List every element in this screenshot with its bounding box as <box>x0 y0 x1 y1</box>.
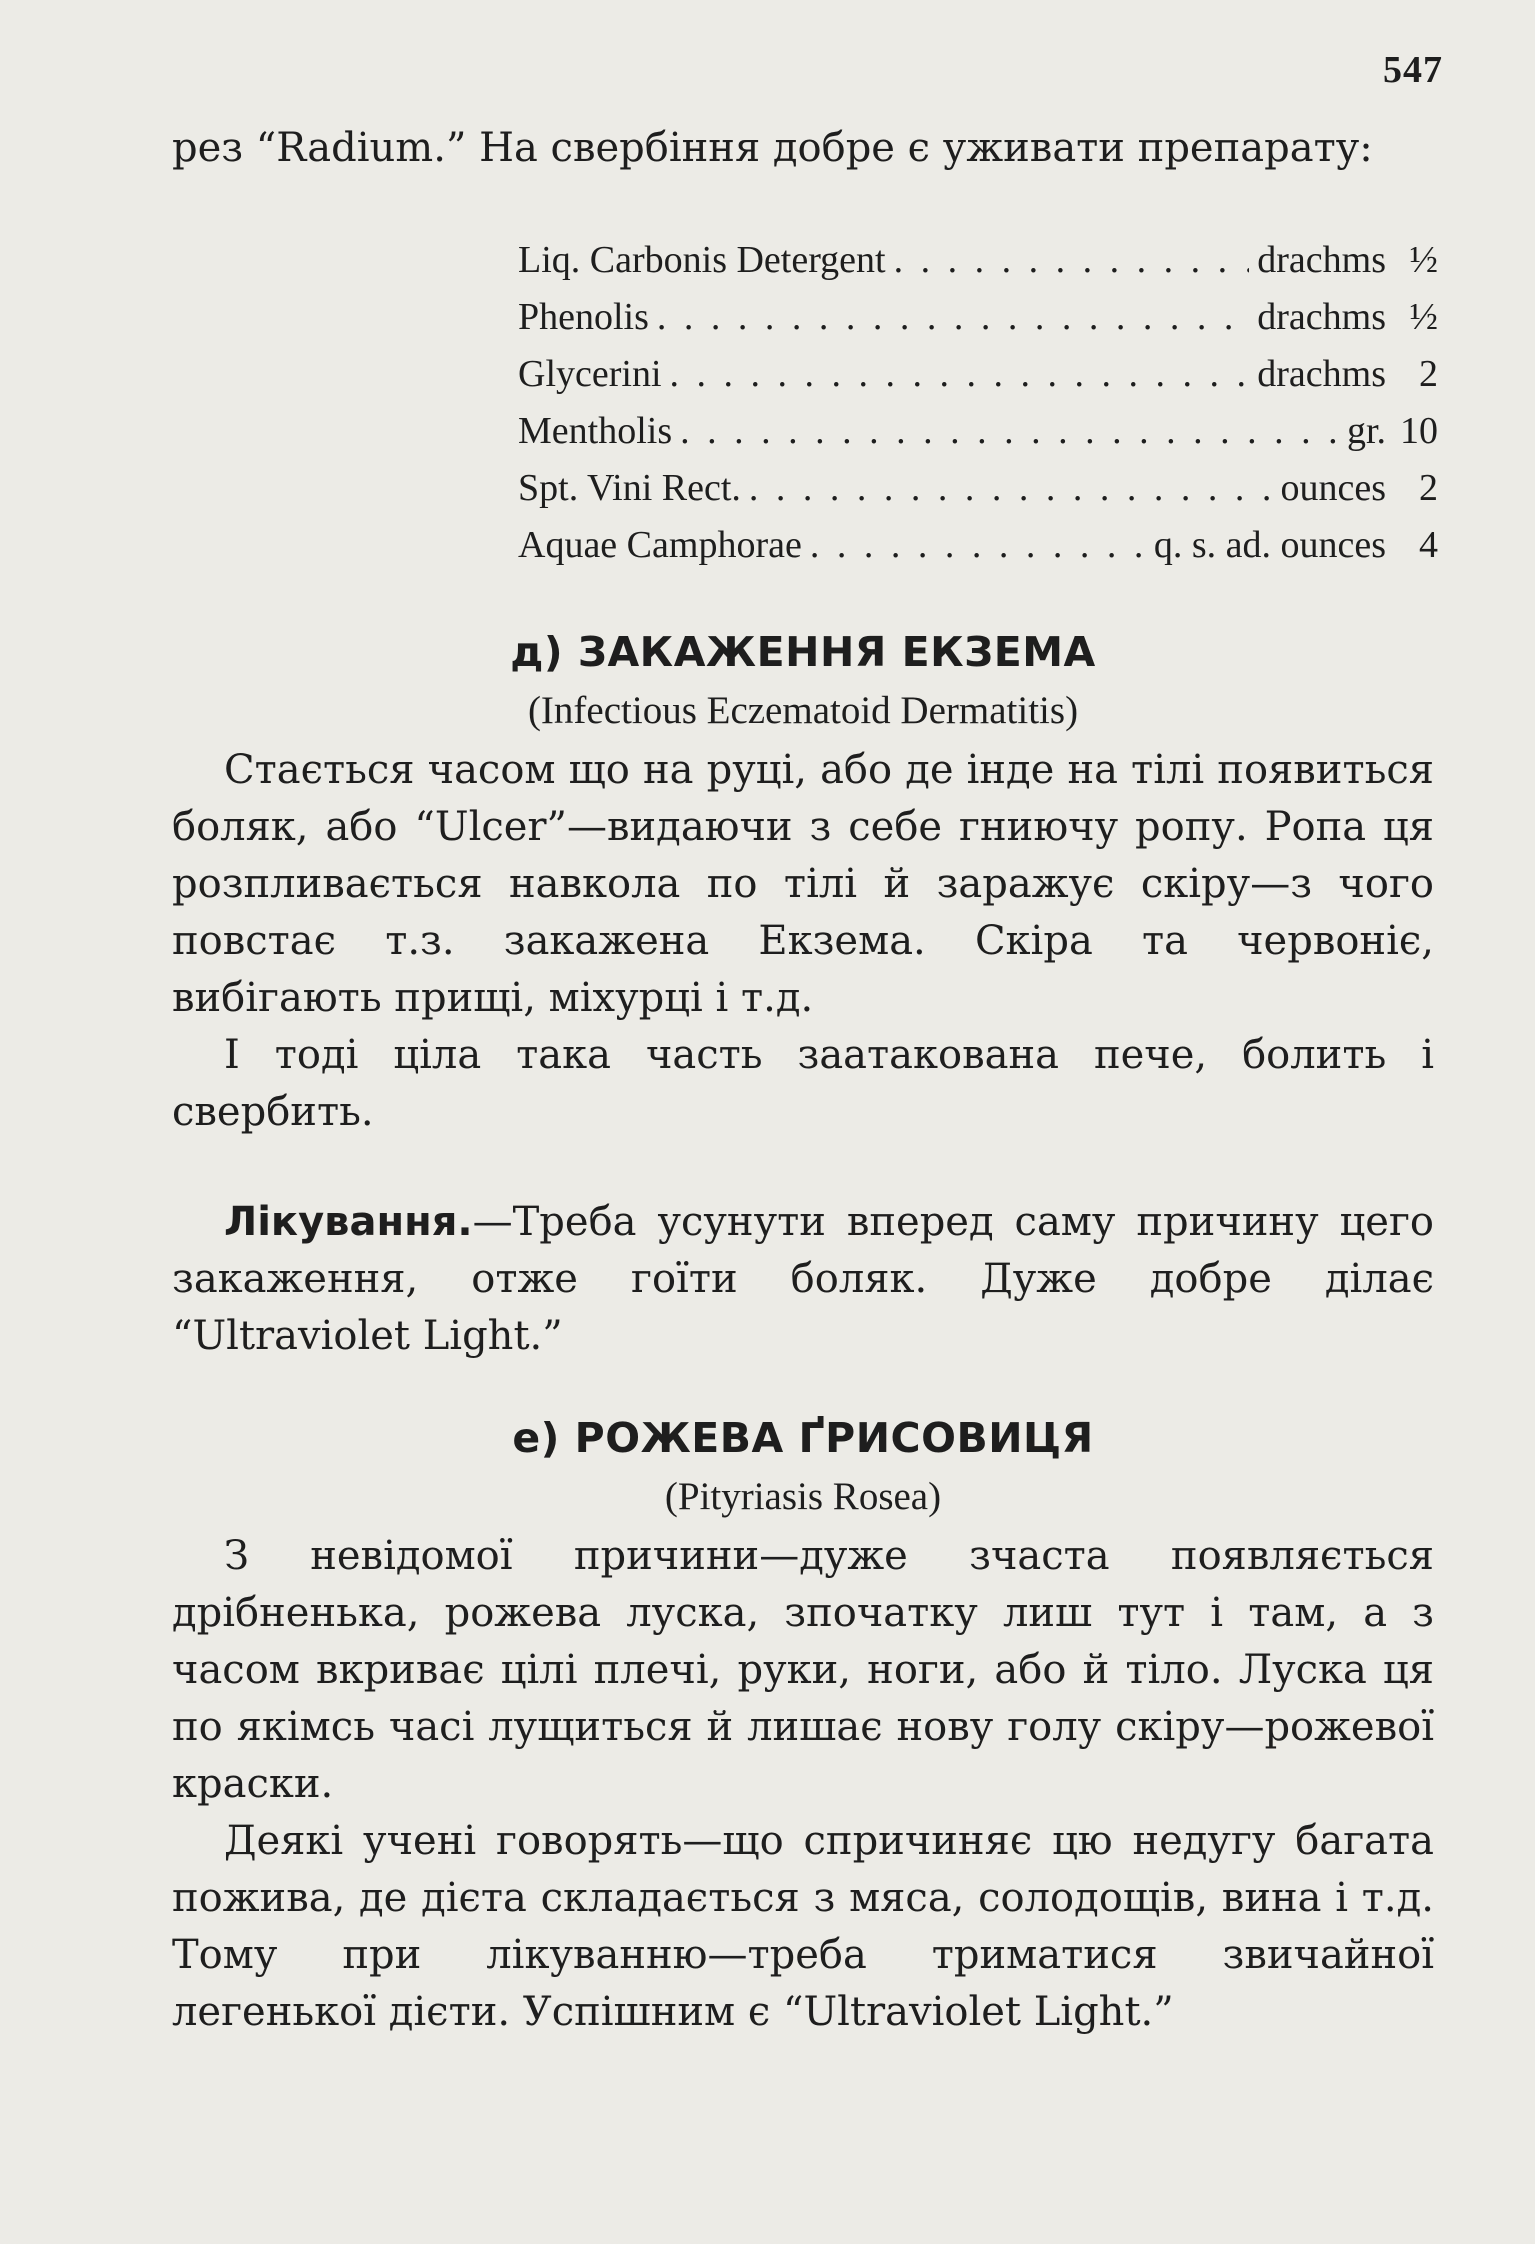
section-d-body <box>172 742 1434 1141</box>
leader-dots <box>680 403 1339 460</box>
leader-dots <box>894 232 1250 289</box>
ingredient-unit: q. s. ad. ounces <box>1153 524 1386 566</box>
section-e-paragraph-2: Деякі учені говорять—що спричиняє цю недугу багата пожива, де дієта складається з мяса, солодощів, вина і т.д. Тому при лікуванню—треба триматися звичайної легенької дієти. Успішним є “Ultraviolet Light.” <box>172 1818 1434 2035</box>
ingredient-unit: gr. <box>1346 410 1386 452</box>
treatment-text: —Треба усунути вперед саму причину цего закаження, отже гоїти боляк. Дуже добре ділає “Ultraviolet Light.” <box>172 1199 1434 1359</box>
intro-paragraph <box>172 120 1434 177</box>
section-d-subtitle: (Infectious Eczematoid Dermatitis) <box>527 689 1079 732</box>
ingredient-unit: drachms <box>1257 239 1386 281</box>
prescription-row <box>518 289 1438 346</box>
leader-dots <box>657 289 1249 346</box>
ingredient-name: Glycerini <box>518 353 662 395</box>
section-d-heading: д) ЗАКАЖЕННЯ ЕКЗЕМА <box>510 628 1096 676</box>
ingredient-quantity: 2 <box>1419 467 1438 509</box>
intro-text: рез “Radium.” На свербіння добре є уживати препарату: <box>172 125 1373 171</box>
prescription-row <box>518 346 1438 403</box>
prescription-row <box>518 517 1438 574</box>
leader-dots <box>749 460 1273 517</box>
ingredient-name: Spt. Vini Rect. <box>518 467 741 509</box>
prescription-row <box>518 403 1438 460</box>
treatment-label: Лікування. <box>224 1199 473 1245</box>
leader-dots <box>670 346 1250 403</box>
ingredient-quantity: 2 <box>1419 353 1438 395</box>
ingredient-name: Aquae Camphorae <box>518 524 802 566</box>
section-e-paragraph-1: З невідомої причини—дуже зчаста появляється дрібненька, рожева луска, зпочатку лиш тут і там, а з часом вкриває цілі плечі, руки, ноги, або й тіло. Луска ця по якімсь часі лущиться й лишає нову голу скіру—рожевої краски. <box>172 1533 1434 1807</box>
ingredient-name: Phenolis <box>518 296 649 338</box>
ingredient-name: Liq. Carbonis Detergent <box>518 239 886 281</box>
ingredient-quantity: 10 <box>1400 410 1438 452</box>
prescription-row <box>518 460 1438 517</box>
section-d-paragraph-2: І тоді ціла така часть заатакована пече, болить і свербить. <box>172 1032 1434 1135</box>
section-e-heading: е) РОЖЕВА ҐРИСОВИЦЯ <box>512 1414 1094 1462</box>
ingredient-name: Mentholis <box>518 410 673 452</box>
ingredient-quantity: 4 <box>1419 524 1438 566</box>
ingredient-unit: ounces <box>1280 467 1386 509</box>
section-d-paragraph-1: Стається часом що на руці, або де інде на тілі появиться боляк, або “Ulcer”—видаючи з себе гниючу ропу. Ропа ця розпливається навкола по тілі й заражує скіру—з чого повстає т.з. закажена Екзема. Скіра та червоніє, вибігають прищі, міхурці і т.д. <box>172 747 1434 1021</box>
treatment-paragraph <box>172 1194 1434 1365</box>
section-e-body <box>172 1528 1434 2041</box>
prescription-row <box>518 232 1438 289</box>
section-e-subtitle: (Pityriasis Rosea) <box>664 1475 942 1518</box>
ingredient-unit: drachms <box>1257 353 1386 395</box>
prescription-list <box>518 232 1438 574</box>
leader-dots <box>810 517 1146 574</box>
ingredient-quantity: ½ <box>1409 296 1438 338</box>
ingredient-quantity: ½ <box>1409 239 1438 281</box>
section-d-treatment <box>172 1194 1434 1365</box>
page-number: 547 <box>1383 49 1443 91</box>
ingredient-unit: drachms <box>1257 296 1386 338</box>
